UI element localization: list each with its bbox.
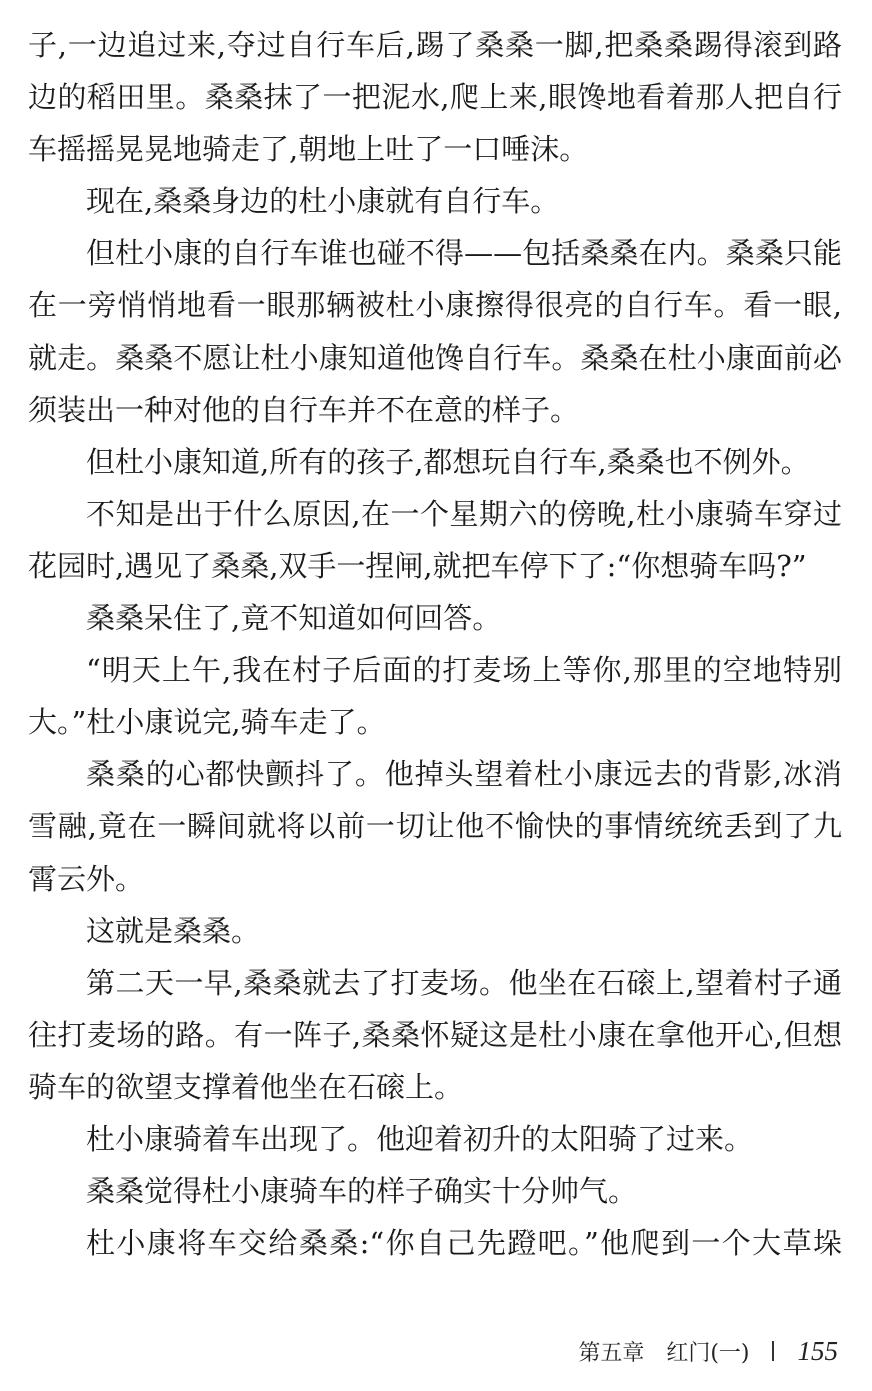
- text-line: 子,一边追过来,夺过自行车后,踢了桑桑一脚,把桑桑踢得滚到路: [28, 28, 842, 62]
- text-line: 这就是桑桑。: [86, 913, 261, 948]
- text-line: 往打麦场的路。有一阵子,桑桑怀疑这是杜小康在拿他开心,但想: [28, 1017, 842, 1052]
- text-line: 桑桑的心都快颤抖了。他掉头望着杜小康远去的背影,冰消: [86, 757, 842, 792]
- text-line: 霄云外。: [28, 861, 145, 896]
- paragraph: [28, 592, 842, 644]
- text-line: 但杜小康知道,所有的孩子,都想玩自行车,桑桑也不例外。: [86, 444, 810, 479]
- text-line: 边的稻田里。桑桑抹了一把泥水,爬上来,眼馋地看着那人把自行: [28, 80, 842, 115]
- text-line: 杜小康骑着车出现了。他迎着初升的太阳骑了过来。: [86, 1121, 754, 1156]
- paragraph: [28, 1165, 842, 1217]
- paragraph: [28, 175, 842, 227]
- text-line: 桑桑呆住了,竟不知道如何回答。: [86, 601, 502, 636]
- text-line: 桑桑觉得杜小康骑车的样子确实十分帅气。: [86, 1174, 638, 1209]
- text-line: 但杜小康的自行车谁也碰不得——包括桑桑在内。桑桑只能: [86, 236, 842, 271]
- paragraph: [28, 905, 842, 957]
- paragraph: [28, 19, 842, 175]
- footer-divider: [772, 1341, 774, 1361]
- paragraph: [28, 488, 842, 592]
- paragraph: [28, 227, 842, 435]
- text-line: “明天上午,我在村子后面的打麦场上等你,那里的空地特别: [86, 653, 842, 688]
- page-number: 155: [797, 1335, 838, 1366]
- text-line: 车摇摇晃晃地骑走了,朝地上吐了一口唾沫。: [28, 132, 589, 167]
- paragraph: [28, 1217, 842, 1269]
- paragraph: [28, 1113, 842, 1165]
- text-line: 杜小康将车交给桑桑:“你自己先蹬吧。”他爬到一个大草垛: [86, 1226, 842, 1261]
- text-line: 大。”杜小康说完,骑车走了。: [28, 705, 386, 740]
- text-line: 雪融,竟在一瞬间就将以前一切让他不愉快的事情统统丢到了九: [28, 809, 842, 844]
- text-line: 不知是出于什么原因,在一个星期六的傍晚,杜小康骑车穿过: [86, 496, 842, 531]
- text-line: 就走。桑桑不愿让杜小康知道他馋自行车。桑桑在杜小康面前必: [28, 340, 842, 375]
- page-body: [28, 19, 842, 1269]
- text-line: 第二天一早,桑桑就去了打麦场。他坐在石磙上,望着村子通: [86, 965, 842, 1000]
- paragraph: [28, 957, 842, 1113]
- paragraph: [28, 644, 842, 748]
- page-footer: [578, 1333, 838, 1369]
- paragraph: [28, 748, 842, 904]
- paragraph: [28, 436, 842, 488]
- text-line: 须装出一种对他的自行车并不在意的样子。: [28, 392, 580, 427]
- text-line: 现在,桑桑身边的杜小康就有自行车。: [86, 184, 560, 219]
- running-header-chapter: 第五章 红门(一): [578, 1340, 750, 1366]
- text-line: 骑车的欲望支撑着他坐在石磙上。: [28, 1069, 464, 1104]
- text-line: 花园时,遇见了桑桑,双手一捏闸,就把车停下了:“你想骑车吗?”: [28, 548, 807, 583]
- text-line: 在一旁悄悄地看一眼那辆被杜小康擦得很亮的自行车。看一眼,: [28, 288, 842, 323]
